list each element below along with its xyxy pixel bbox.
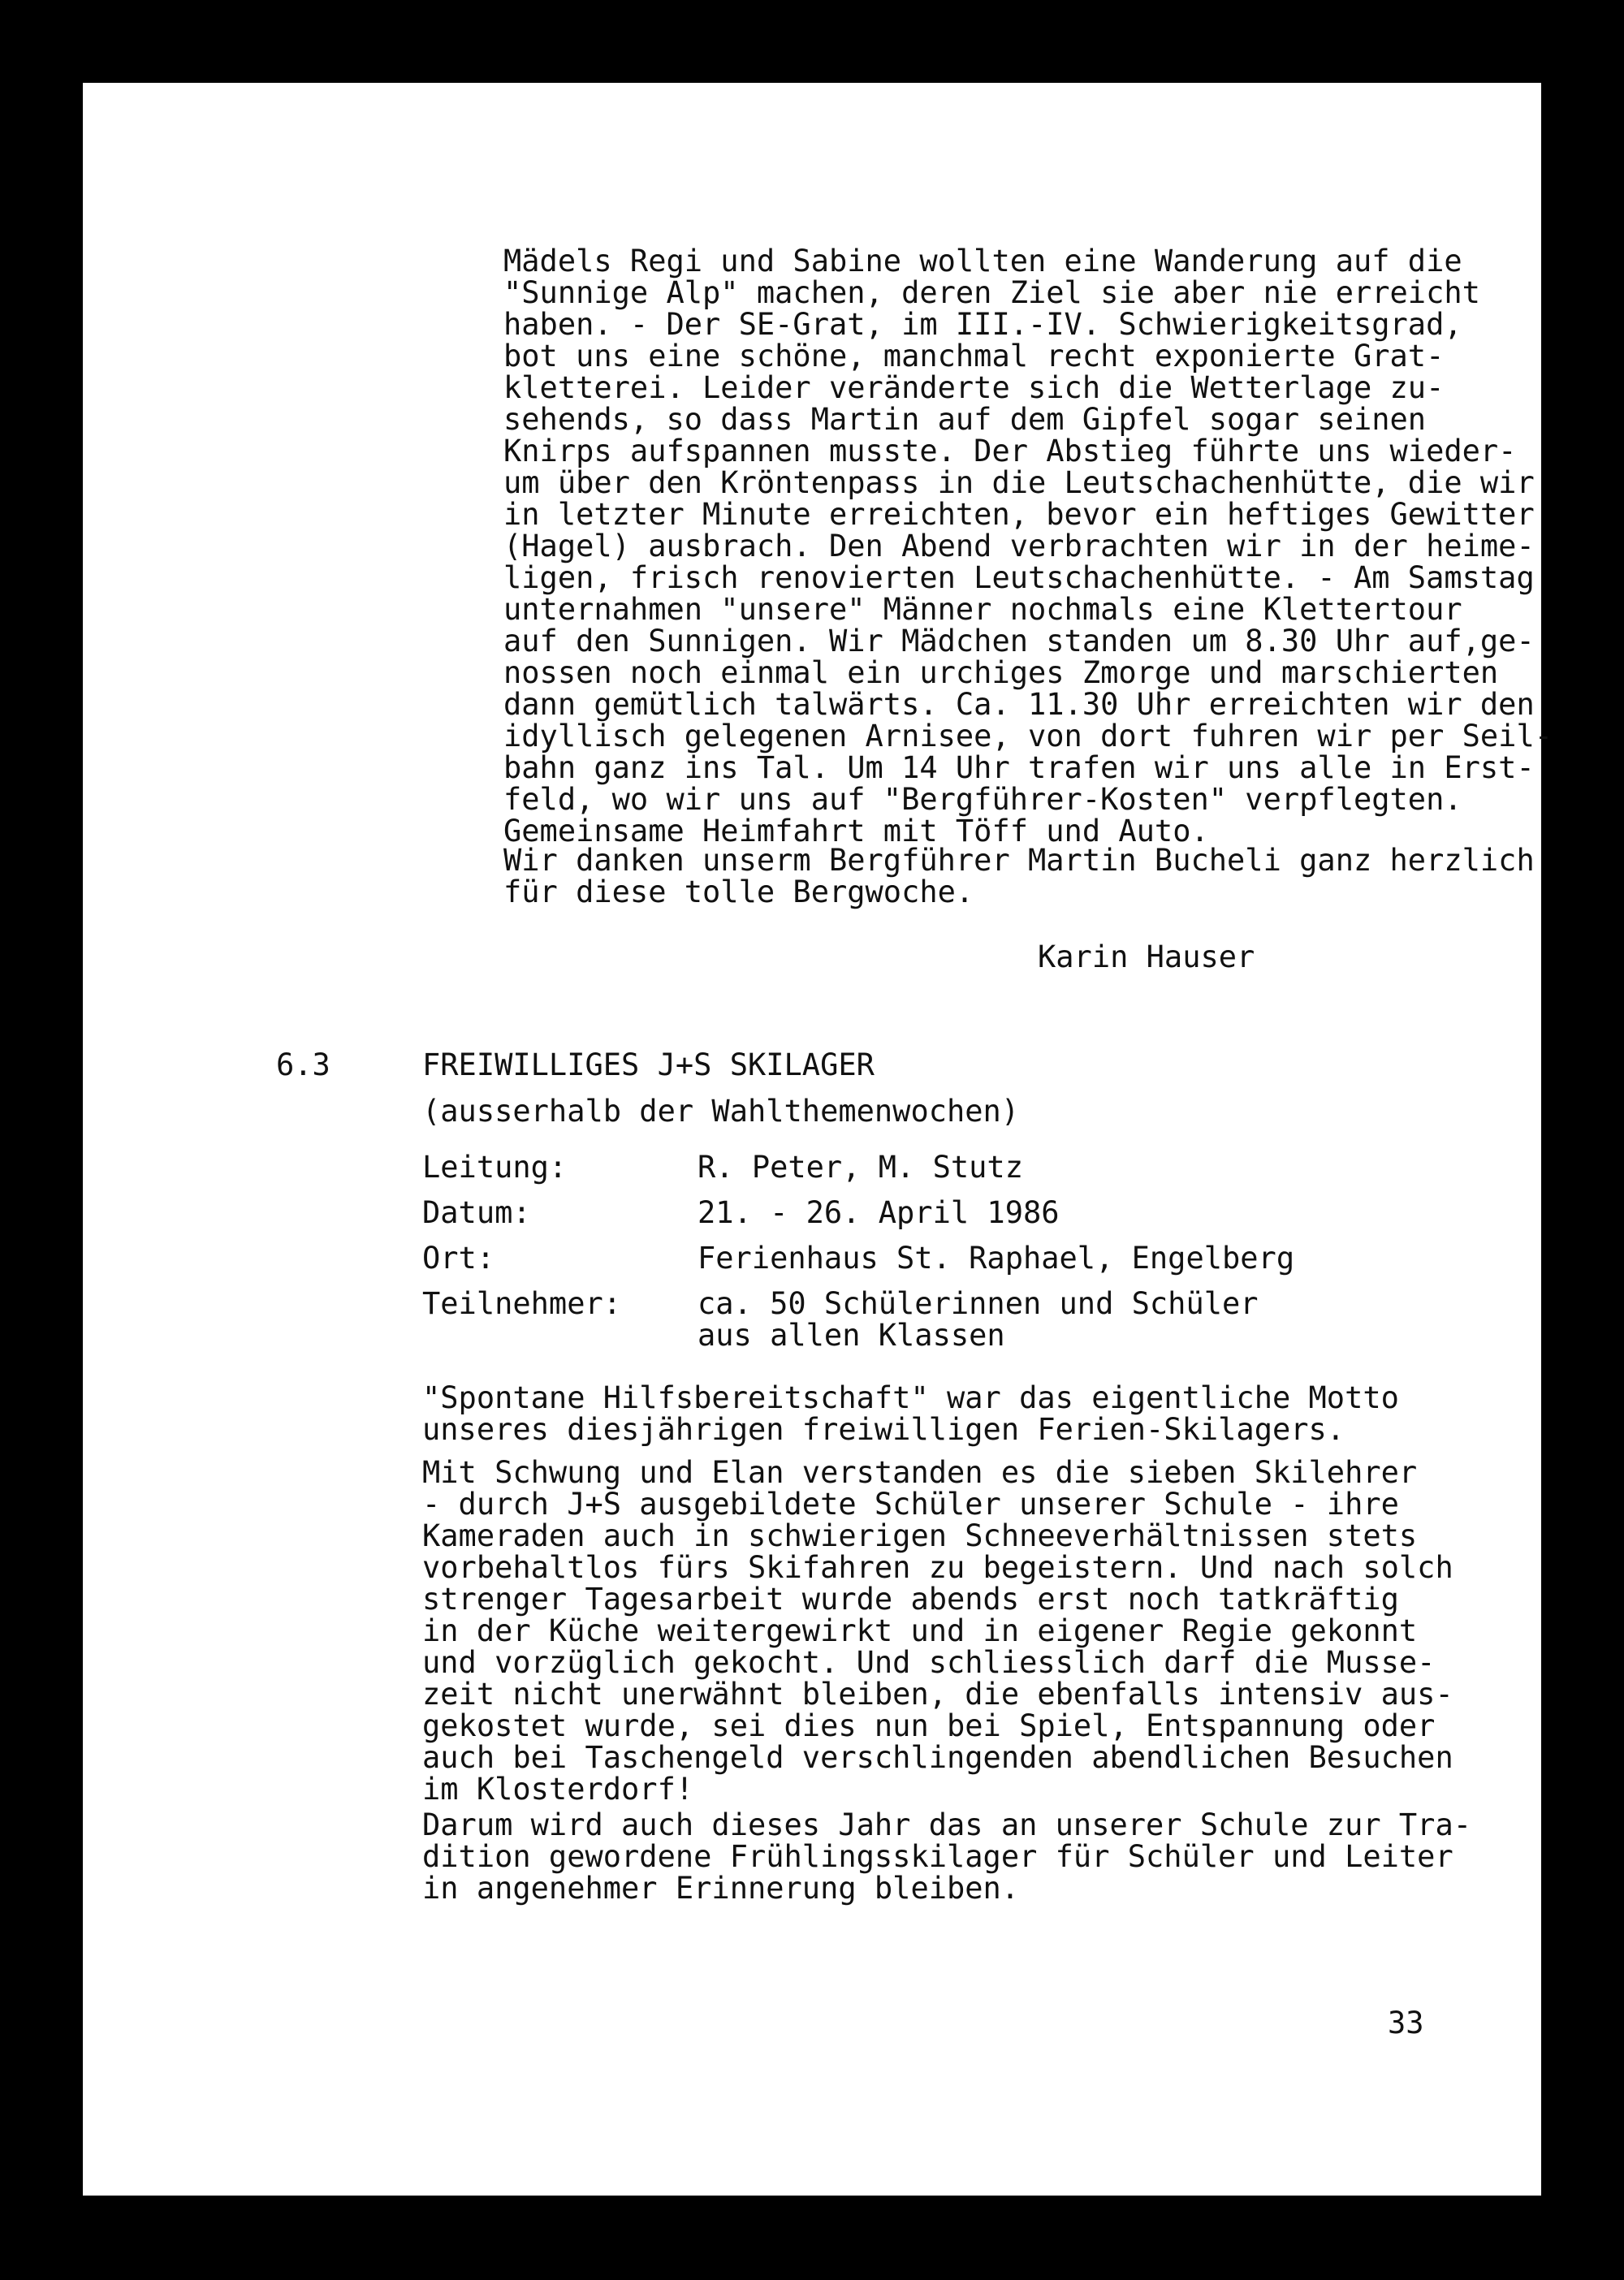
- detail-label: Leitung:: [422, 1150, 568, 1185]
- detail-value: Ferienhaus St. Raphael, Engelberg: [698, 1241, 1295, 1276]
- detail-value: R. Peter, M. Stutz: [698, 1150, 1023, 1185]
- section-number: 6.3: [276, 1047, 330, 1082]
- detail-label: Ort:: [422, 1241, 495, 1276]
- detail-label: Teilnehmer:: [422, 1286, 622, 1321]
- section-paragraph-3: Darum wird auch dieses Jahr das an unserer Schule zur Tra- dition gewordene Frühlingsskilager für Schüler und Leiter in angenehmer Erinnerung bleiben.: [422, 1807, 1472, 1906]
- section-paragraph-1: "Spontane Hilfsbereitschaft" war das eigentliche Motto unseres diesjährigen freiwilligen Ferien-Skilagers.: [422, 1380, 1399, 1447]
- section-paragraph-2: Mit Schwung und Elan verstanden es die sieben Skilehrer - durch J+S ausgebildete Schüler unserer Schule - ihre Kameraden auch in schwierigen Schneeverhältnissen stets vorbehaltlos fürs Skifahren zu begeistern. Und nach solch strenger Tagesarbeit wurde abends erst noch tatkräftig in der Küche weitergewirkt und in eigener Regie gekonnt und vorzüglich gekocht. Und schliesslich darf die Musse- zeit nicht unerwähnt bleiben, die ebenfalls intensiv aus- gekostet wurde, sei dies nun bei Spiel, Entspannung oder auch bei Taschengeld verschlingenden abendlichen Besuchen im Klosterdorf!: [422, 1455, 1453, 1807]
- document-page: [83, 83, 1553, 2196]
- page-number: 33: [1388, 2006, 1424, 2040]
- detail-label: Datum:: [422, 1195, 531, 1230]
- section-title: FREIWILLIGES J+S SKILAGER: [422, 1047, 875, 1082]
- report-paragraph-1: Mädels Regi und Sabine wollten eine Wanderung auf die "Sunnige Alp" machen, deren Ziel sie aber nie erreicht haben. - Der SE-Grat, im III.-IV. Schwierigkeitsgrad, bot uns eine schöne, manchmal recht exponierte Grat- kletterei. Leider veränderte sich die Wetterlage zu- sehends, so dass Martin auf dem Gipfel sogar seinen Knirps aufspannen musste. Der Abstieg führte uns wieder- um über den Kröntenpass in die Leutschachenhütte, die wir in letzter Minute erreichten, bevor ein heftiges Gewitter (Hagel) ausbrach. Den Abend verbrachten wir in der heime- ligen, frisch renovierten Leutschachenhütte. - Am Samstag unternahmen "unsere" Männer nochmals eine Klettertour auf den Sunnigen. Wir Mädchen standen um 8.30 Uhr auf,ge- nossen noch einmal ein urchiges Zmorge und marschierten dann gemütlich talwärts. Ca. 11.30 Uhr erreichten wir den idyllisch gelegenen Arnisee, von dort fuhren wir per Seil- bahn ganz ins Tal. Um 14 Uhr trafen wir uns alle in Erst- feld, wo wir uns auf "Bergführer-Kosten" verpflegten. Gemeinsame Heimfahrt mit Töff und Auto.: [503, 244, 1553, 849]
- author-signature: Karin Hauser: [1038, 939, 1255, 974]
- detail-value: 21. - 26. April 1986: [698, 1195, 1060, 1230]
- detail-value: ca. 50 Schülerinnen und Schüler aus allen Klassen: [698, 1286, 1259, 1353]
- section-subtitle: (ausserhalb der Wahlthemenwochen): [422, 1094, 1020, 1129]
- report-paragraph-2: Wir danken unserm Bergführer Martin Bucheli ganz herzlich für diese tolle Bergwoche.: [503, 843, 1535, 909]
